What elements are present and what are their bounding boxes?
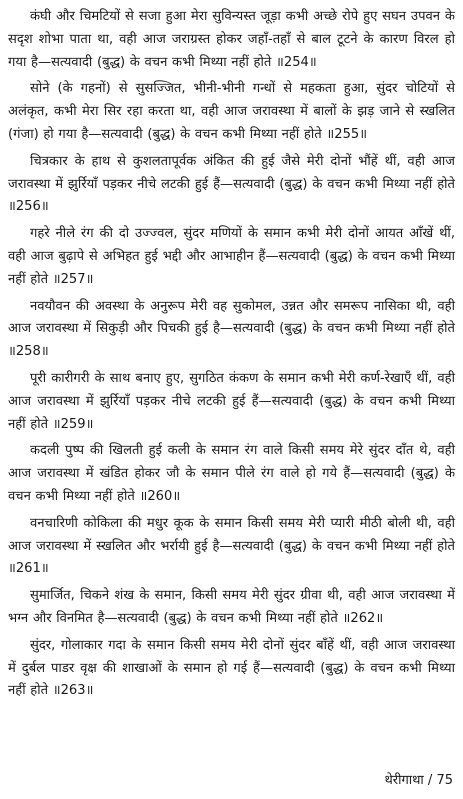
verse-260: कदली पुष्प की खिलती हुई कली के समान रंग वाले किसी समय मेरे सुंदर दाँत थे, वही आज जरावस्था में खंडित होकर जौ के समान पीले रंग वाले हो गये हैं—सत्यवादी (बुद्ध) के वचन कभी मिथ्या नहीं होते ॥260॥ <box>8 443 455 504</box>
verse-263: सुंदर, गोलाकार गदा के समान किसी समय मेरी दोनों सुंदर बाँहें थीं, वही आज जरावस्था में दुर्बल पाडर वृक्ष की शाखाओं के समान हो गई हैं—सत्यवादी (बुद्ध) के वचन कभी मिथ्या नहीं होते ॥263॥ <box>8 637 455 699</box>
verse-258: नवयौवन की अवस्था के अनुरूप मेरी वह सुकोमल, उन्नत और समरूप नासिका थी, वही आज जरावस्था में सिकुड़ी और पिचकी हुई है—सत्यवादी (बुद्ध) के वचन कभी मिथ्या नहीं होते ॥258॥ <box>8 298 455 360</box>
verse-259: पूरी कारीगरी के साथ बनाए हुए, सुगठित कंकण के समान कभी मेरी कर्ण-रेखाएँ थीं, वही आज जरावस्था में झुर्रियाँ पड़कर नीचे लटकी हुई हैं—सत्यवादी (बुद्ध) के वचन कभी मिथ्या नहीं होते ॥259॥ <box>8 370 455 432</box>
page-footer-running-title: थेरीगाथा / 75 <box>384 773 453 788</box>
verse-262: सुमार्जित, चिकने शंख के समान, किसी समय मेरी सुंदर ग्रीवा थी, वही आज जरावस्था में भग्न और विनमित है—सत्यवादी (बुद्ध) के वचन कभी मिथ्या नहीं होते ॥262॥ <box>8 588 455 626</box>
verse-261: वनचारिणी कोकिला की मधुर कूक के समान किसी समय मेरी प्यारी मीठी बोली थी, वही आज जरावस्था में स्खलित और भर्रायी हुई है—सत्यवादी (बुद्ध) के वचन कभी मिथ्या नहीं होते ॥261॥ <box>8 515 455 577</box>
verse-256: चित्रकार के हाथ से कुशलतापूर्वक अंकित की हुई जैसे मेरी दोनों भौंहें थीं, वही आज जरावस्था में झुर्रियाँ पड़कर नीचे लटकी हुई हैं—सत्यवादी (बुद्ध) के वचन कभी मिथ्या नहीं होते ॥256॥ <box>8 153 455 215</box>
verse-255: सोने (के गहनों) से सुसज्जित, भीनी-भीनी गन्धों से महकता हुआ, सुंदर चोटियों से अलंकृत, कभी मेरा सिर रहा करता था, वही आज जरावस्था में बालों के झड़ जाने से स्खलित (गंजा) हो गया है—सत्यवादी (बुद्ध) के वचन कभी मिथ्या नहीं होते ॥255॥ <box>8 81 455 142</box>
verse-257: गहरे नीले रंग की दो उज्ज्वल, सुंदर मणियों के समान कभी मेरी दोनों आयत आँखें थीं, वही आज बुढ़ापे से अभिहत हुई भद्दी और आभाहीन हैं—सत्यवादी (बुद्ध) के वचन कभी मिथ्या नहीं होते ॥257॥ <box>8 226 455 287</box>
verse-254: कंघी और चिमटियों से सजा हुआ मेरा सुविन्यस्त जूड़ा कभी अच्छे रोपे हुए सघन उपवन के सदृश शोभा पाता था, वही आज जराग्रस्त होकर जहाँ-तहाँ से बाल टूटने के कारण विरल हो गया है—सत्यवादी (बुद्ध) के वचन कभी मिथ्या नहीं होते ॥254॥ <box>8 9 455 70</box>
